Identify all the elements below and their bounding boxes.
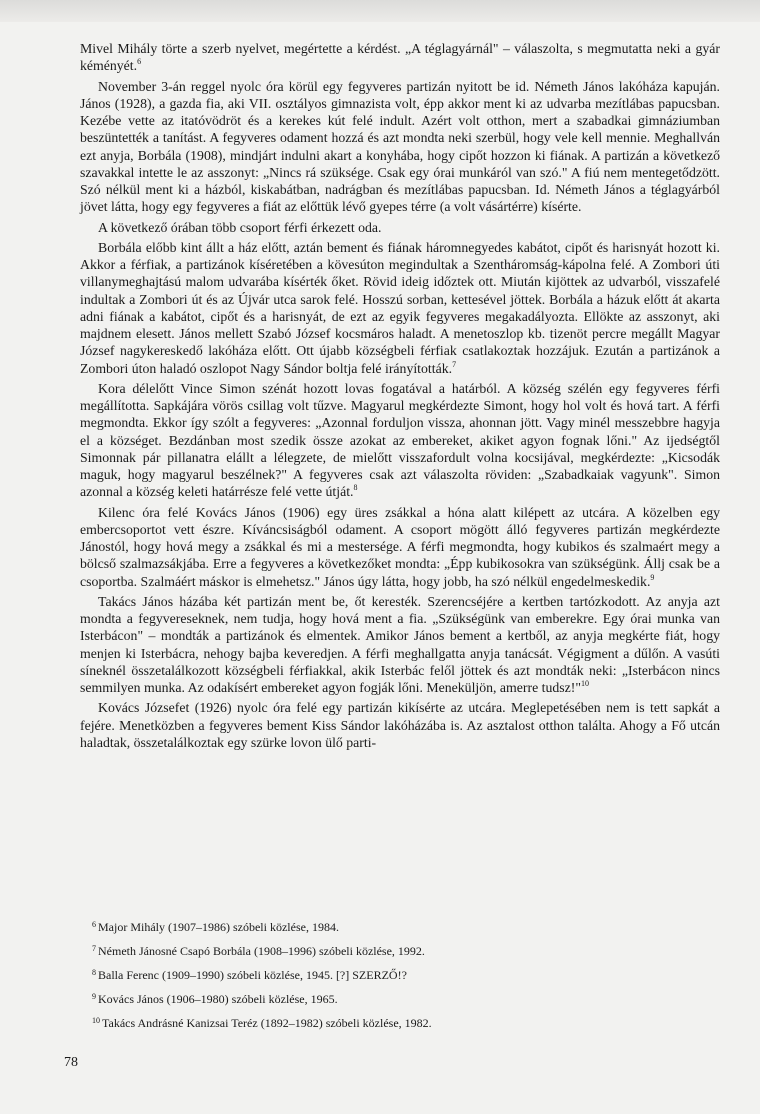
footnote-7: $^7$ Németh Jánosné Csapó Borbála (1908–1996) szóbeli közlése, 1992.: [92, 944, 425, 958]
paragraph-4: Borbála előbb kint állt a ház előtt, aztán bement és fiának háromnegyedes kabátot, cipőt és harisnyát hozott ki. Akkor a férfiak, a partizánok kíséretében a kövesúton megindultak a Szentháromság-kápolna felé. A Zombori úti villanymeghajtású malom udvarába kísérték őket. Rövid ideig időztek ott. Miután kijöttek az udvarból, visszafelé indultak a Zombori út és az Újvár utca sarok felé. Hosszú sorban, kettesével jöttek. Borbála a házuk előtt át akarta adni fiának a kabátot, cipőt és a harisnyát, de ezt az egyik fegyveres megakadályozta. Ellökte az asszonyt, aki majdnem elesett. János mellett Szabó József kocsmáros haladt. A menetoszlop kb. tizenöt percre megállt Magyar József nagykereskedő lakóháza előtt. Ott újabb községbeli férfiak csatlakoztak hozzájuk. Ezután a partizánok a Zombori úton haladó oszlopot Nagy Sándor boltja felé irányították.$^7$: [80, 239, 720, 376]
paragraph-8: Kovács Józsefet (1926) nyolc óra felé egy partizán kikísérte az utcára. Meglepetésében nem is tett sapkát a fejére. Menetközben a fegyveres bement Kiss Sándor lakóházába is. Az asztalost otthon találta. Ahogy a Fő utcán haladtak, összetalálkoztak egy szürke lovon ülő parti-: [80, 700, 720, 750]
footnote-6: $^6$ Major Mihály (1907–1986) szóbeli közlése, 1984.: [92, 920, 339, 934]
scan-top-edge: [0, 0, 760, 22]
paragraph-2: November 3-án reggel nyolc óra körül egy fegyveres partizán nyitott be id. Németh János lakóháza kapuján. János (1928), a gazda fia, aki VII. osztályos gimnazista volt, épp akkor ment ki az udvarba mezítlábas papucsban. Kezébe vette az itatóvödröt és a kerekes kút felé indult. Azért volt otthon, mert a szabadkai gimnáziumban beszüntették a tanítást. A fegyveres odament hozzá és azt mondta neki szerbül, hogy vele kell mennie. Meghallván ezt anyja, Borbála (1908), mindjárt indulni akart a konyhába, hogy cipőt hozzon ki fiának. A partizán a következő szavakkal intette le az asszonyt: „Nincs rá szüksége. Csak egy órai munkáról van szó." A fiú nem mentegetődzött. Szó nélkül ment ki a házból, kiskabátban, nadrágban és mezítlábas papucsban. Id. Németh János a téglagyárból jövet látta, hogy egy fegyveres a fiát az előttük lévő gyepes térre (a volt vásártérre) kísérte.: [80, 78, 720, 215]
footnote-9: $^9$ Kovács János (1906–1980) szóbeli közlése, 1965.: [92, 992, 338, 1006]
footnote-8: $^8$ Balla Ferenc (1909–1990) szóbeli közlése, 1945. [?] SZERZŐ!?: [92, 968, 407, 982]
paragraph-3: A következő órában több csoport férfi érkezett oda.: [98, 219, 382, 235]
paragraph-1: Mivel Mihály törte a szerb nyelvet, megértette a kérdést. „A téglagyárnál" – válaszolta, s megmutatta neki a gyár kéményét.$^6$: [80, 41, 720, 74]
page-body: [80, 40, 720, 754]
footnote-ref-6: 6: [137, 57, 142, 67]
footnote-ref-10: 10: [581, 679, 590, 688]
page-number: 78: [64, 1055, 78, 1070]
footnote-ref-8: 8: [353, 483, 358, 493]
paragraph-5: Kora délelőtt Vince Simon szénát hozott lovas fogatával a határból. A község szélén egy fegyveres férfi megállította. Sapkájára vörös csillag volt tűzve. Magyarul megkérdezte Simont, hogy hol volt és hová tart. A férfi megmondta. Ekkor így szólt a fegyveres: „Azonnal forduljon vissza, ahonnan jött. Vagy minél messzebbre hagyja el a községet. Bezdánban most szedik össze azokat az embereket, akiket agyon fognak lőni." Az ijedségtől Simonnak pár pillanatra elállt a lélegzete, de mielőtt visszafordult volna kocsijával, megkérdezte: „Kicsodák maguk, hogy magyarul beszélnek?" A fegyveres csak azt válaszolta röviden: „Szabadkaiak vagyunk". Simon azonnal a község keleti határrésze felé vette útját.$^8$: [80, 380, 720, 500]
paragraph-7: Takács János házába két partizán ment be, őt keresték. Szerencséjére a kertben tartózkodott. Az anyja azt mondta a fegyvereseknek, nem tudja, hogy hová ment a fia. „Szükségünk van emberekre. Egy órai munka van Isterbácon" – mondták a partizánok és elmentek. Amikor János bement a kertből, az anyja megkérte fiát, hogy menjen ki Isterbácra, nehogy bajba keveredjen. A férfi meghallgatta anyja tanácsát. Végigment a dűlőn. A vasúti síneknél összetalálkozott községbeli férfiakkal, akik Isterbác felől jöttek és azt mondták neki: „Isterbácon nincs semmilyen munka. Az odakísért embereket agyon fogják lőni. Meneküljön, amerre tudsz!"$^{10}$: [80, 593, 720, 695]
footnote-ref-7: 7: [452, 359, 457, 369]
paragraph-6: Kilenc óra felé Kovács János (1906) egy üres zsákkal a hóna alatt kilépett az utcára. A közelben egy embercsoportot vett észre. Kíváncsiságból odament. A csoport mögött álló fegyveres partizán megkérdezte Jánostól, hogy hová megy a zsákkal és mi a mestersége. A férfi megmondta, hogy kubikos és szalmaért megy a bölcső szalmazsákjába. Erre a fegyveres a következőket mondta: „Épp kubikosokra van szükségünk. Állj csak be a csoportba. Szalmáért máskor is elmehetsz." János úgy látta, hogy jobb, ha szó nélkül engedelmeskedik.$^9$: [80, 504, 720, 589]
footnote-ref-9: 9: [650, 572, 655, 582]
footnotes: [80, 920, 720, 1040]
footnote-10: $^{10}$ Takács Andrásné Kanizsai Teréz (1892–1982) szóbeli közlése, 1982.: [92, 1016, 432, 1030]
